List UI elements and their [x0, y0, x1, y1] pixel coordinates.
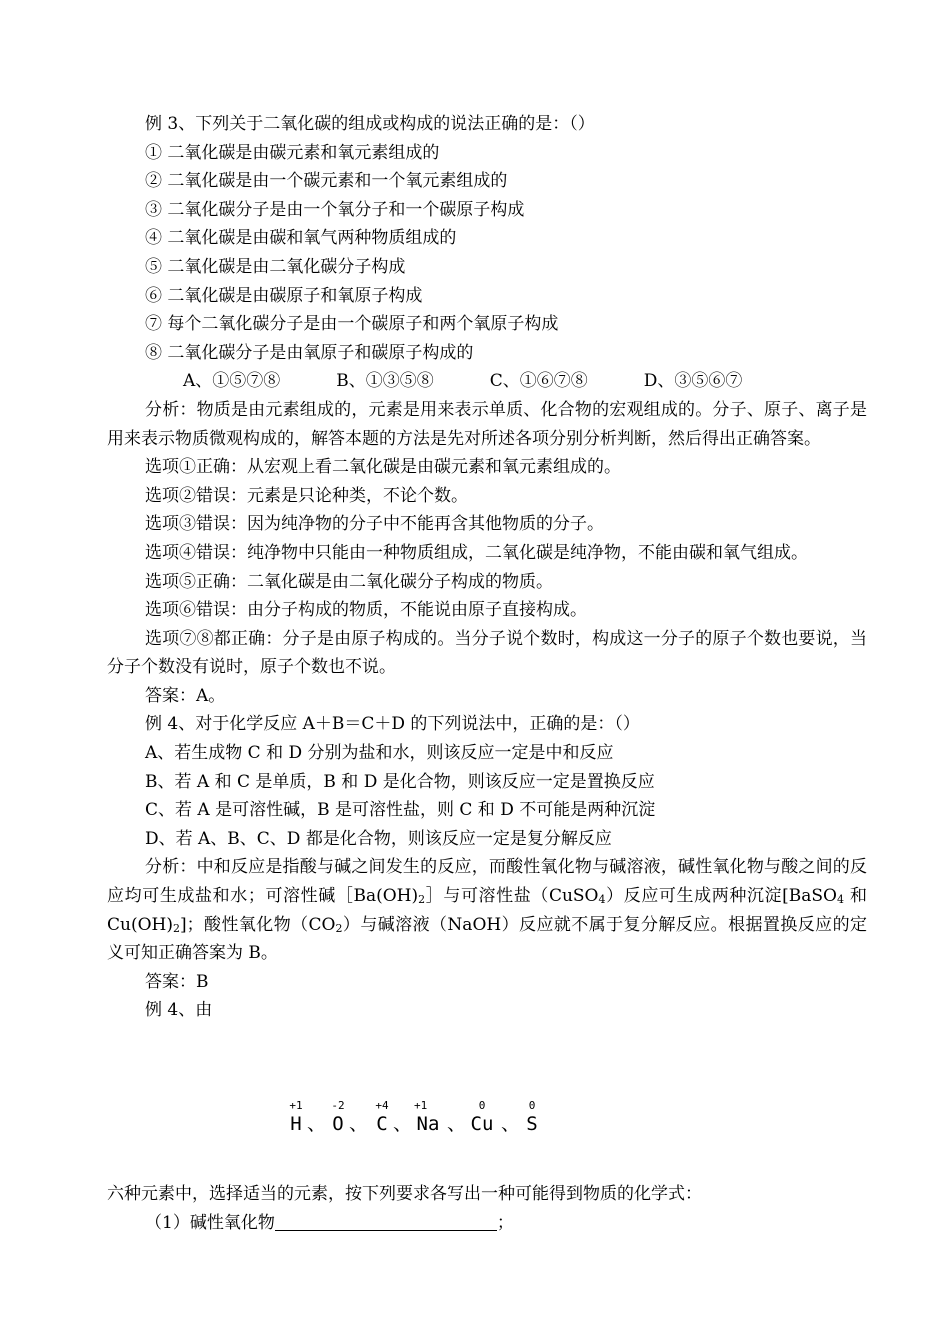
separator: 、	[501, 1113, 521, 1135]
valence-elements-figure	[285, 1100, 565, 1150]
separator: 、	[447, 1113, 467, 1135]
element-symbol: O	[332, 1113, 344, 1135]
example-4-question: 例 4、对于化学反应 A＋B＝C＋D 的下列说法中，正确的是：（）	[145, 714, 640, 735]
analysis-text: ）反应可生成两种沉淀[BaSO	[605, 886, 837, 907]
analysis-note: 选项⑤正确：二氧化碳是由二氧化碳分子构成的物质。	[145, 571, 553, 592]
example-4b-body	[107, 1180, 867, 1237]
option-d: D、③⑤⑥⑦	[643, 371, 743, 392]
option-b: B、①③⑤⑧	[336, 371, 434, 392]
analysis-note: 选项⑥错误：由分子构成的物质，不能说由原子直接构成。	[145, 600, 587, 621]
separator: 、	[307, 1113, 327, 1135]
statement-item: ② 二氧化碳是由一个碳元素和一个氧元素组成的	[145, 171, 508, 192]
option-a: A、①⑤⑦⑧	[183, 371, 281, 392]
valence-label: 0	[478, 1099, 486, 1112]
statement-item: ⑦ 每个二氧化碳分子是由一个碳原子和两个氧原子构成	[145, 314, 559, 335]
subscript: 4	[598, 893, 606, 907]
element-h	[285, 1100, 307, 1136]
example-4b-lead: 例 4、由	[145, 1000, 213, 1021]
element-na	[411, 1100, 445, 1136]
question-1-label: （1）碱性氧化物	[145, 1212, 275, 1233]
valence-label: 0	[528, 1099, 536, 1112]
analysis-note: 选项①正确：从宏观上看二氧化碳是由碳元素和氧元素组成的。	[145, 457, 621, 478]
subscript: 2	[418, 893, 426, 907]
example-4-analysis	[107, 853, 867, 967]
element-symbol: Na	[416, 1113, 440, 1135]
question-1	[107, 1209, 867, 1238]
analysis-note: 选项⑦⑧都正确：分子是由原子构成的。当分子说个数时，构成这一分子的原子个数也要说，当分子个数没有说时，原子个数也不说。	[107, 628, 867, 678]
element-symbol: Cu	[470, 1113, 494, 1135]
separator: 、	[393, 1113, 413, 1135]
analysis-note: 选项③错误：因为纯净物的分子中不能再含其他物质的分子。	[145, 514, 604, 535]
statement-item: ⑥ 二氧化碳是由碳原子和氧原子构成	[145, 285, 423, 306]
element-c	[371, 1100, 393, 1136]
example-3-analysis: 分析：物质是由元素组成的，元素是用来表示单质、化合物的宏观组成的。分子、原子、离子是用来表示物质微观构成的，解答本题的方法是先对所述各项分别分析判断，然后得出正确答案。	[107, 399, 867, 449]
option-a: A、若生成物 C 和 D 分别为盐和水，则该反应一定是中和反应	[145, 743, 614, 764]
valence-label: +1	[414, 1099, 428, 1112]
document-body	[107, 110, 867, 1025]
element-symbol: C	[376, 1113, 388, 1135]
example-3-answer: 答案：A。	[145, 685, 226, 706]
element-o	[327, 1100, 349, 1136]
option-d: D、若 A、B、C、D 都是化合物，则该反应一定是复分解反应	[145, 828, 612, 849]
example-3-statements	[107, 139, 867, 368]
option-c: C、若 A 是可溶性碱，B 是可溶性盐，则 C 和 D 不可能是两种沉淀	[145, 800, 656, 821]
subscript: 4	[837, 893, 844, 907]
analysis-text: ]；酸性氧化物（CO	[179, 914, 336, 935]
statement-item: ⑤ 二氧化碳是由二氧化碳分子构成	[145, 256, 406, 277]
statement-item: ① 二氧化碳是由碳元素和氧元素组成的	[145, 142, 440, 163]
subscript: 2	[335, 921, 343, 935]
option-c: C、①⑥⑦⑧	[489, 371, 588, 392]
analysis-note: 选项②错误：元素是只论种类，不论个数。	[145, 485, 468, 506]
example-3-options	[107, 367, 867, 396]
valence-label: +4	[375, 1099, 389, 1112]
statement-item: ⑧ 二氧化碳分子是由氧原子和碳原子构成的	[145, 342, 474, 363]
example-3-question: 例 3、下列关于二氧化碳的组成或构成的说法正确的是：（）	[145, 114, 595, 134]
analysis-text: 分析：中和反应是指酸与碱之间发生的反应，而酸性氧化物与碱溶液，碱性氧化物与酸之间的反应均可生成盐和水；可溶性碱［Ba(OH)	[107, 857, 867, 907]
example-4b-instruction: 六种元素中，选择适当的元素，按下列要求各写出一种可能得到物质的化学式：	[107, 1184, 702, 1204]
valence-label: +1	[289, 1099, 303, 1112]
element-cu	[465, 1100, 499, 1136]
example-4-answer: 答案：B	[145, 971, 209, 992]
statement-item: ④ 二氧化碳是由碳和氧气两种物质组成的	[145, 228, 457, 249]
element-symbol: H	[290, 1113, 302, 1135]
analysis-note: 选项④错误：纯净物中只能由一种物质组成，二氧化碳是纯净物，不能由碳和氧气组成。	[145, 542, 808, 563]
option-b: B、若 A 和 C 是单质，B 和 D 是化合物，则该反应一定是置换反应	[145, 771, 655, 792]
statement-item: ③ 二氧化碳分子是由一个氧分子和一个碳原子构成	[145, 199, 525, 220]
element-symbol: S	[526, 1113, 538, 1135]
analysis-text: ）与碱溶液（NaOH）反应就不属于复分解反应。根据置换反应的定义可知正确答案为 B。	[107, 914, 867, 964]
question-1-end: ；	[496, 1212, 514, 1233]
subscript: 2	[172, 921, 180, 935]
valence-label: -2	[331, 1099, 345, 1112]
element-s	[521, 1100, 543, 1136]
separator: 、	[349, 1113, 369, 1135]
analysis-text: 和 Cu(OH)	[107, 886, 868, 935]
analysis-text: ］与可溶性盐（CuSO	[425, 886, 599, 907]
answer-blank[interactable]	[275, 1212, 497, 1231]
